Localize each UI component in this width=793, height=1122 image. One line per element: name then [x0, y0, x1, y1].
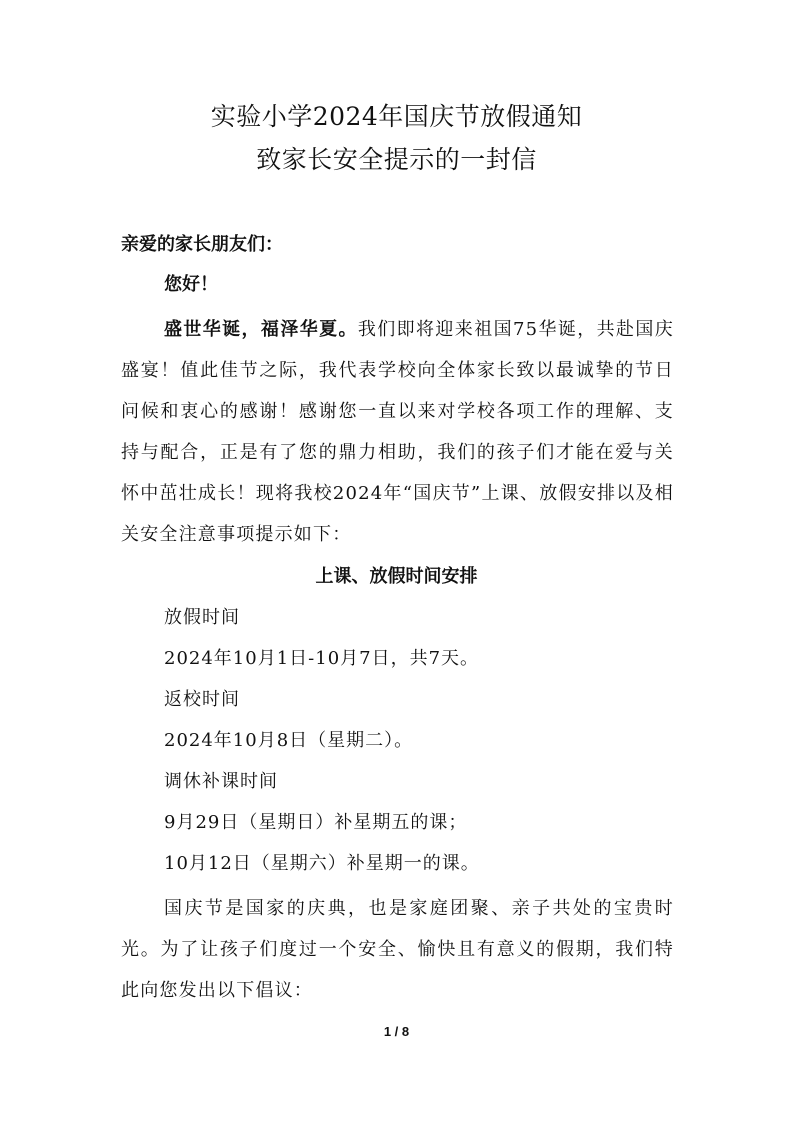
schedule-label-holiday: 放假时间 [164, 607, 240, 628]
greeting: 您好！ [164, 274, 218, 295]
schedule-value-holiday: 2024年10月1日-10月7日，共7天。 [164, 648, 480, 669]
intro-paragraph [121, 309, 674, 555]
schedule-label-makeup: 调休补课时间 [164, 771, 278, 792]
schedule-label-return: 返校时间 [164, 689, 240, 710]
closing-paragraph: 国庆节是国家的庆典，也是家庭团聚、亲子共处的宝贵时光。为了让孩子们度过一个安全、愉快且有意义的假期，我们特此向您发出以下倡议： [121, 898, 674, 1001]
schedule-value-makeup-2: 10月12日（星期六）补星期一的课。 [164, 853, 480, 874]
schedule-value-makeup-1: 9月29日（星期日）补星期五的课； [164, 812, 468, 833]
document-title-line2: 致家长安全提示的一封信 [256, 145, 537, 174]
page-number: 1 / 8 [383, 1024, 410, 1039]
intro-body-text: 我们即将迎来祖国75华诞，共赴国庆盛宴！值此佳节之际，我代表学校向全体家长致以最诚挚的节日问候和衷心的感谢！感谢您一直以来对学校各项工作的理解、支持与配合，正是有了您的鼎力相助，我们的孩子们才能在爱与关怀中茁壮成长！现将我校2024年“国庆节”上课、放假安排以及相关安全注意事项提示如下： [121, 319, 674, 545]
intro-lead-text: 盛世华诞，福泽华夏。 [164, 319, 358, 340]
schedule-value-return: 2024年10月8日（星期二）。 [164, 730, 414, 751]
document-title-line1: 实验小学2024年国庆节放假通知 [210, 102, 583, 131]
section-heading-schedule: 上课、放假时间安排 [315, 566, 478, 587]
salutation: 亲爱的家长朋友们： [121, 234, 283, 255]
